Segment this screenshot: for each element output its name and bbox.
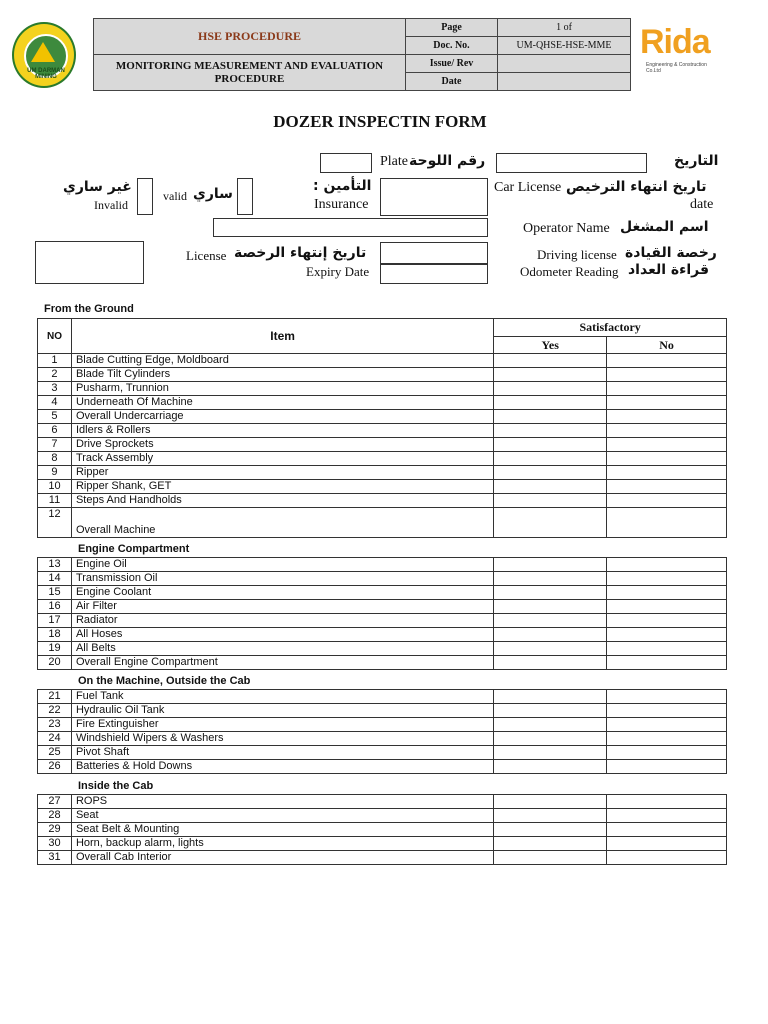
license-en-label: License [186,248,227,263]
satisfactory-no-cell[interactable] [607,368,727,382]
row-item: Radiator [71,614,493,628]
satisfactory-yes-cell[interactable] [494,396,607,410]
odometer-field[interactable] [380,264,488,284]
row-number: 1 [38,354,72,368]
page-value: 1 of [498,19,631,37]
satisfactory-no-cell[interactable] [607,809,727,823]
col-header-item: Item [71,319,493,354]
row-item: Pivot Shaft [71,746,493,760]
license-ar-label: تاريخ إنتهاء الرخصة [234,245,367,261]
row-item: Blade Cutting Edge, Moldboard [71,354,493,368]
row-number: 30 [38,837,72,851]
valid-en-label: valid [163,189,187,203]
col-header-satisfactory: Satisfactory [494,319,727,337]
satisfactory-no-cell[interactable] [607,382,727,396]
satisfactory-no-cell[interactable] [607,718,727,732]
row-number: 20 [38,656,72,670]
row-number: 16 [38,600,72,614]
table-row [38,466,727,480]
table-row [38,656,727,670]
expiry-date-label: Expiry Date [306,264,370,279]
outside-cab-rows [38,690,727,774]
row-number: 5 [38,410,72,424]
satisfactory-yes-cell[interactable] [494,732,607,746]
row-item: Seat Belt & Mounting [71,823,493,837]
table-row [38,410,727,424]
row-item: Overall Machine [71,508,493,538]
row-item: Overall Engine Compartment [71,656,493,670]
satisfactory-no-cell[interactable] [607,746,727,760]
logo-right-subtitle: Engineering & Construction Co.Ltd [646,62,707,74]
operator-en-label: Operator Name [523,221,610,236]
satisfactory-yes-cell[interactable] [494,466,607,480]
satisfactory-no-cell[interactable] [607,642,727,656]
satisfactory-no-cell[interactable] [607,354,727,368]
table-row [38,424,727,438]
docno-label: Doc. No. [406,37,498,55]
row-number: 22 [38,704,72,718]
row-item: Track Assembly [71,452,493,466]
inside-cab-rows [38,795,727,865]
row-number: 31 [38,851,72,865]
satisfactory-yes-cell[interactable] [494,586,607,600]
row-item: Transmission Oil [71,572,493,586]
photo-box [35,241,144,284]
car-license-field[interactable] [380,178,488,216]
table-row [38,732,727,746]
satisfactory-no-cell[interactable] [607,732,727,746]
car-license-ar-label: تاريخ انتهاء الترخيص [566,179,707,195]
row-number: 28 [38,809,72,823]
valid-checkbox[interactable] [237,178,253,215]
table-row [38,354,727,368]
insurance-ar-label: التأمين : [313,178,372,194]
table-row [38,851,727,865]
satisfactory-no-cell[interactable] [607,586,727,600]
table-row [38,572,727,586]
table-row [38,642,727,656]
satisfactory-no-cell[interactable] [607,424,727,438]
satisfactory-yes-cell[interactable] [494,795,607,809]
satisfactory-no-cell[interactable] [607,558,727,572]
satisfactory-yes-cell[interactable] [494,410,607,424]
satisfactory-yes-cell[interactable] [494,642,607,656]
row-number: 6 [38,424,72,438]
row-item: Idlers & Rollers [71,424,493,438]
company-logo-right [640,22,720,72]
col-header-no: NO [38,319,72,354]
table-row [38,438,727,452]
section-title-inside-cab: Inside the Cab [78,780,154,792]
table-row [38,704,727,718]
date-label: Date [406,73,498,91]
table-row [38,508,727,538]
satisfactory-no-cell[interactable] [607,823,727,837]
section-title-ground: From the Ground [44,303,134,315]
row-number: 25 [38,746,72,760]
row-item: All Hoses [71,628,493,642]
satisfactory-yes-cell[interactable] [494,704,607,718]
valid-ar-label: ساري [193,186,233,202]
satisfactory-yes-cell[interactable] [494,628,607,642]
satisfactory-no-cell[interactable] [607,837,727,851]
company-logo-left [12,22,76,88]
row-item: All Belts [71,642,493,656]
satisfactory-no-cell[interactable] [607,628,727,642]
inspection-table-engine [37,557,727,670]
satisfactory-yes-cell[interactable] [494,600,607,614]
satisfactory-yes-cell[interactable] [494,368,607,382]
issue-value [498,55,631,73]
logo-right-word: Rida [640,23,710,61]
row-item: Engine Coolant [71,586,493,600]
engine-rows [38,558,727,670]
operator-name-field[interactable] [213,218,488,237]
invalid-ar-label: غير ساري [63,179,132,195]
row-number: 3 [38,382,72,396]
row-number: 23 [38,718,72,732]
row-number: 26 [38,760,72,774]
col-header-no-sat: No [607,337,727,354]
driving-license-field[interactable] [380,242,488,264]
inspection-table-ground [37,318,727,538]
section-title-engine: Engine Compartment [78,543,190,555]
satisfactory-no-cell[interactable] [607,690,727,704]
table-row [38,586,727,600]
satisfactory-no-cell[interactable] [607,494,727,508]
row-number: 12 [38,508,72,538]
row-item: Horn, backup alarm, lights [71,837,493,851]
row-item: Pusharm, Trunnion [71,382,493,396]
satisfactory-yes-cell[interactable] [494,354,607,368]
row-number: 27 [38,795,72,809]
row-item: Blade Tilt Cylinders [71,368,493,382]
row-item: Overall Undercarriage [71,410,493,424]
ground-rows [38,354,727,538]
logo-left-text: UM DARMAN MINING [27,68,65,80]
satisfactory-no-cell[interactable] [607,600,727,614]
hse-procedure-label: HSE PROCEDURE [197,29,301,43]
table-row [38,494,727,508]
row-item: Ripper Shank, GET [71,480,493,494]
satisfactory-yes-cell[interactable] [494,823,607,837]
operator-ar-label: اسم المشغل [620,219,709,235]
table-row [38,628,727,642]
row-number: 9 [38,466,72,480]
inspection-table-inside-cab [37,794,727,865]
row-number: 24 [38,732,72,746]
row-number: 4 [38,396,72,410]
plate-field[interactable] [320,153,372,173]
procedure-title: MONITORING MEASUREMENT AND EVALUATION PROCEDURE [115,59,384,85]
date-value [498,73,631,91]
satisfactory-yes-cell[interactable] [494,572,607,586]
row-item: Steps And Handholds [71,494,493,508]
satisfactory-yes-cell[interactable] [494,424,607,438]
plate-ar-label: رقم اللوحة [409,153,486,169]
section-title-outside-cab: On the Machine, Outside the Cab [78,675,251,687]
table-row [38,760,727,774]
odometer-en-label: Odometer Reading [520,264,619,279]
table-row [38,809,727,823]
date-ar-label: التاريخ [674,153,719,169]
driving-ar-label: رخصة القيادة [625,245,717,261]
driving-en-label: Driving license [537,247,617,262]
table-row [38,382,727,396]
col-header-yes: Yes [494,337,607,354]
satisfactory-no-cell[interactable] [607,851,727,865]
satisfactory-no-cell[interactable] [607,396,727,410]
satisfactory-yes-cell[interactable] [494,760,607,774]
insurance-en-label: Insurance [314,197,369,212]
satisfactory-no-cell[interactable] [607,704,727,718]
satisfactory-yes-cell[interactable] [494,837,607,851]
table-row [38,600,727,614]
satisfactory-yes-cell[interactable] [494,809,607,823]
row-item: Underneath Of Machine [71,396,493,410]
satisfactory-no-cell[interactable] [607,572,727,586]
row-item: Seat [71,809,493,823]
satisfactory-no-cell[interactable] [607,452,727,466]
odometer-ar-label: قراءة العداد [628,262,709,278]
table-row [38,823,727,837]
inspection-table-outside-cab [37,689,727,774]
satisfactory-no-cell[interactable] [607,614,727,628]
satisfactory-no-cell[interactable] [607,438,727,452]
table-row [38,452,727,466]
row-item: Fuel Tank [71,690,493,704]
satisfactory-yes-cell[interactable] [494,452,607,466]
satisfactory-yes-cell[interactable] [494,718,607,732]
row-item: Engine Oil [71,558,493,572]
row-number: 21 [38,690,72,704]
row-item: Overall Cab Interior [71,851,493,865]
car-license-en-label: Car License [494,180,562,195]
car-license-date-label: date [690,197,714,212]
table-row [38,837,727,851]
row-number: 13 [38,558,72,572]
row-number: 17 [38,614,72,628]
row-item: ROPS [71,795,493,809]
table-row [38,480,727,494]
row-item: Air Filter [71,600,493,614]
date-field[interactable] [496,153,647,173]
satisfactory-yes-cell[interactable] [494,746,607,760]
row-number: 8 [38,452,72,466]
table-row [38,718,727,732]
table-row [38,795,727,809]
table-row [38,690,727,704]
docno-value: UM-QHSE-HSE-MME [498,37,631,55]
logo-mountain-icon [31,42,55,62]
satisfactory-no-cell[interactable] [607,508,727,538]
table-row [38,396,727,410]
row-number: 10 [38,480,72,494]
table-row [38,614,727,628]
satisfactory-yes-cell[interactable] [494,690,607,704]
satisfactory-yes-cell[interactable] [494,558,607,572]
invalid-checkbox[interactable] [137,178,153,215]
form-title: DOZER INSPECTIN FORM [273,112,487,131]
row-number: 2 [38,368,72,382]
table-row [38,746,727,760]
row-item: Ripper [71,466,493,480]
satisfactory-no-cell[interactable] [607,760,727,774]
satisfactory-no-cell[interactable] [607,466,727,480]
satisfactory-yes-cell[interactable] [494,480,607,494]
row-item: Batteries & Hold Downs [71,760,493,774]
issue-label: Issue/ Rev [406,55,498,73]
row-item: Windshield Wipers & Washers [71,732,493,746]
table-row [38,558,727,572]
row-number: 11 [38,494,72,508]
row-item: Drive Sprockets [71,438,493,452]
satisfactory-no-cell[interactable] [607,656,727,670]
satisfactory-no-cell[interactable] [607,410,727,424]
row-number: 15 [38,586,72,600]
invalid-en-label: Invalid [94,198,128,212]
row-number: 18 [38,628,72,642]
satisfactory-yes-cell[interactable] [494,614,607,628]
satisfactory-yes-cell[interactable] [494,382,607,396]
satisfactory-yes-cell[interactable] [494,508,607,538]
satisfactory-no-cell[interactable] [607,480,727,494]
satisfactory-yes-cell[interactable] [494,494,607,508]
table-row [38,368,727,382]
satisfactory-no-cell[interactable] [607,795,727,809]
satisfactory-yes-cell[interactable] [494,438,607,452]
row-number: 29 [38,823,72,837]
satisfactory-yes-cell[interactable] [494,851,607,865]
row-number: 7 [38,438,72,452]
row-item: Fire Extinguisher [71,718,493,732]
plate-en-label: Plate [380,154,408,169]
page-label: Page [406,19,498,37]
satisfactory-yes-cell[interactable] [494,656,607,670]
document-header-table [93,18,631,91]
row-number: 14 [38,572,72,586]
row-item: Hydraulic Oil Tank [71,704,493,718]
row-number: 19 [38,642,72,656]
